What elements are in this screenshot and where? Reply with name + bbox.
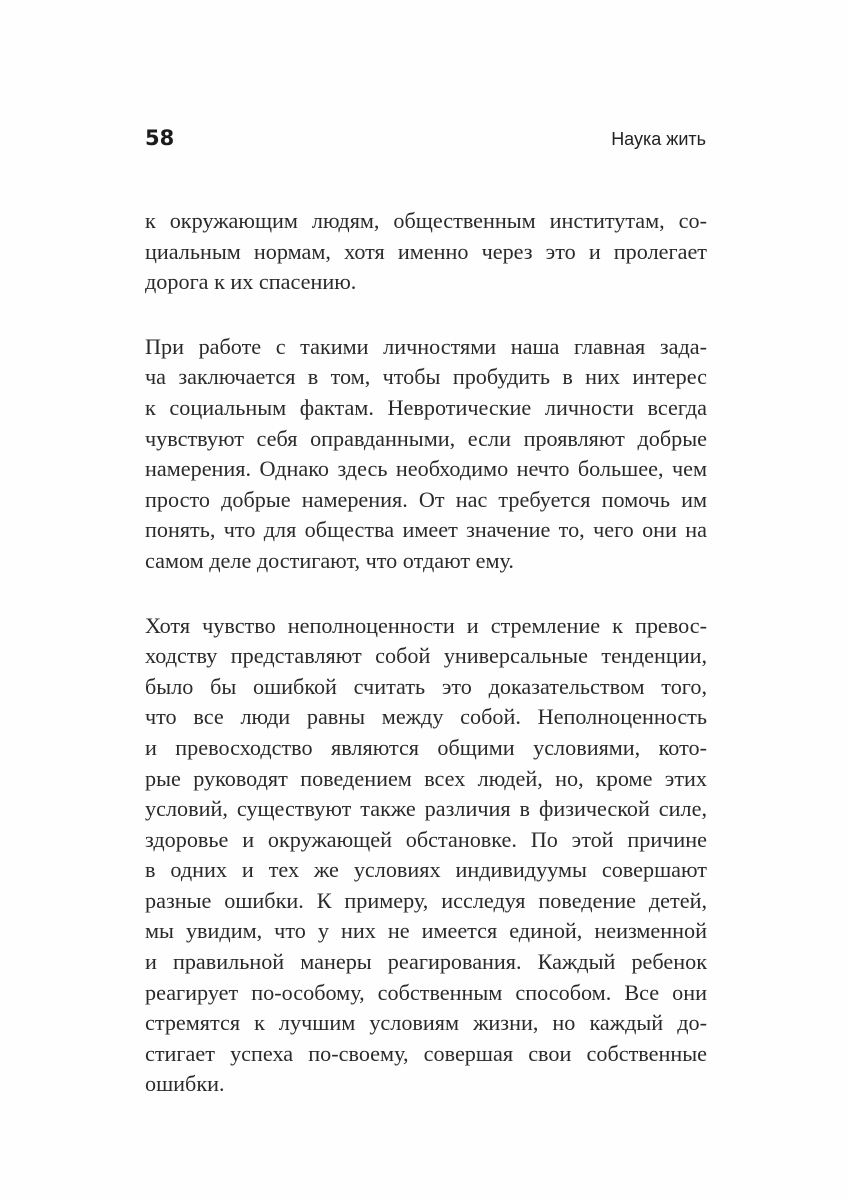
text-line: самом деле достигают, что отдают ему.	[145, 547, 514, 573]
text-line: чувствуют себя оправданными, если проявляют добрые	[145, 425, 707, 451]
text-line: стремятся к лучшим условиям жизни, но каждый до-	[145, 1010, 707, 1036]
text-line: что все люди равны между собой. Неполноценность	[145, 704, 707, 730]
text-line: ошибки.	[145, 1071, 225, 1097]
text-line: в одних и тех же условиях индивидуумы совершают	[145, 857, 707, 883]
text-line: При работе с такими личностями наша главная зада-	[145, 333, 707, 359]
text-line: ходству представляют собой универсальные тенденции,	[145, 643, 707, 669]
text-line: и правильной манеры реагирования. Каждый ребенок	[145, 949, 707, 975]
text-line: мы увидим, что у них не имеется единой, неизменной	[145, 918, 707, 944]
text-line: ча заключается в том, чтобы пробудить в них интерес	[145, 364, 707, 390]
text-line: понять, что для общества имеет значение то, чего они на	[145, 517, 707, 543]
text-line: Хотя чувство неполноценности и стремление к превос-	[145, 612, 707, 638]
paragraph-3	[145, 611, 707, 1101]
text-line: реагирует по-особому, собственным способом. Все они	[145, 979, 707, 1005]
text-line: просто добрые намерения. От нас требуется помочь им	[145, 486, 707, 512]
text-line: разные ошибки. К примеру, исследуя поведение детей,	[145, 887, 707, 913]
body-text	[145, 206, 707, 1100]
page-number: 58	[145, 126, 175, 150]
page-header	[145, 124, 706, 154]
paragraph-2	[145, 332, 707, 577]
text-line: условий, существуют также различия в физической силе,	[145, 796, 707, 822]
text-line: к окружающим людям, общественным институтам, со-	[145, 208, 707, 233]
text-line: было бы ошибкой считать это доказательством того,	[145, 673, 707, 699]
text-line: и превосходство являются общими условиями, кото-	[145, 734, 707, 760]
text-line: стигает успеха по-своему, совершая свои собственные	[145, 1040, 707, 1066]
running-title: Наука жить	[611, 129, 706, 149]
text-line: дорога к их спасению.	[145, 269, 357, 295]
text-line: здоровье и окружающей обстановке. По этой причине	[145, 826, 707, 852]
paragraph-1	[145, 206, 707, 298]
text-line: циальным нормам, хотя именно через это и пролегает	[145, 238, 707, 264]
text-line: намерения. Однако здесь необходимо нечто большее, чем	[145, 456, 707, 482]
text-line: рые руководят поведением всех людей, но, кроме этих	[145, 765, 707, 791]
text-line: к социальным фактам. Невротические личности всегда	[145, 394, 707, 420]
